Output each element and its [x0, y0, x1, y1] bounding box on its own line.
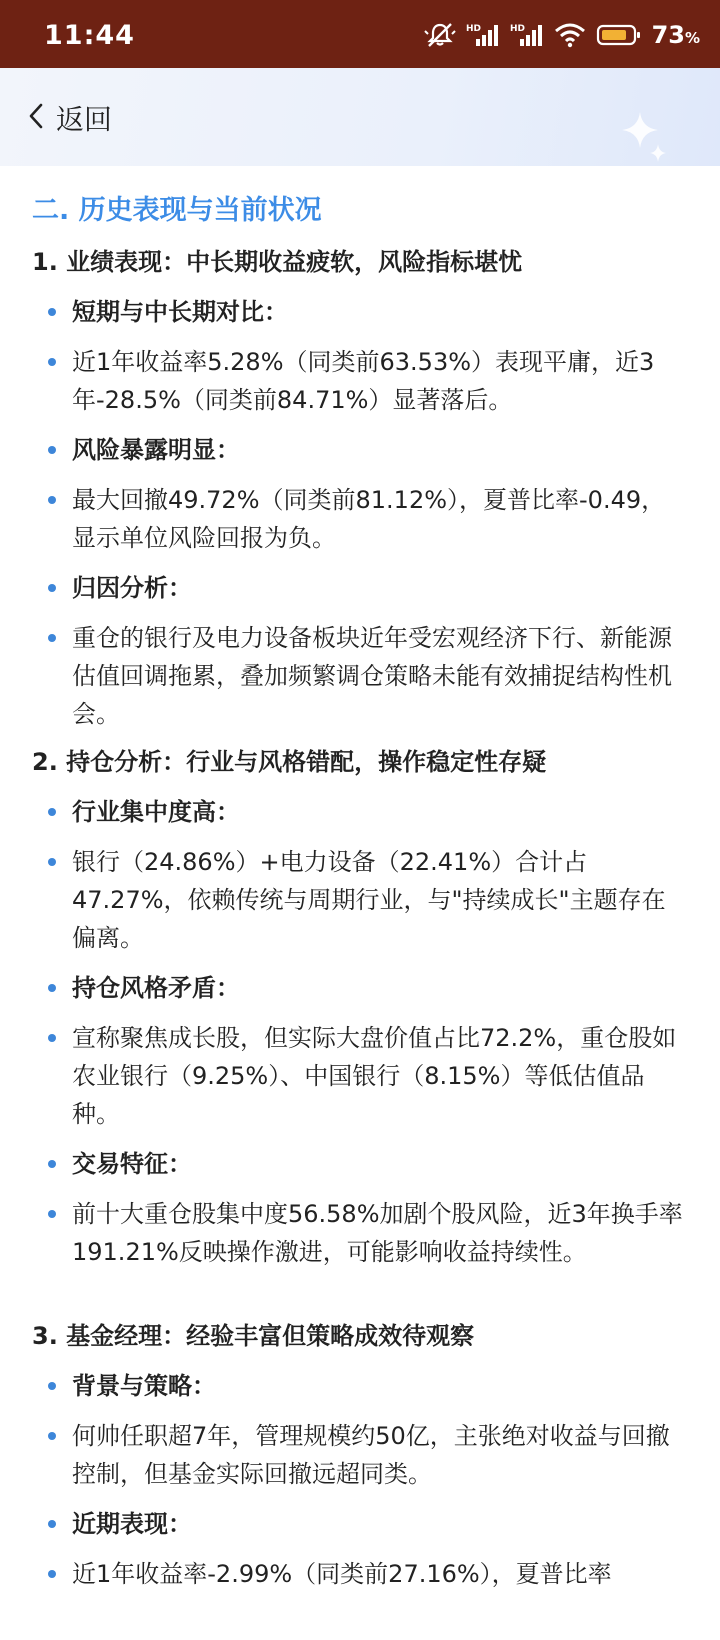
bullet-dot [48, 1382, 56, 1390]
list-item-heading: 背景与策略： [72, 1372, 216, 1400]
bullet-dot [48, 1034, 56, 1042]
status-icons [424, 20, 700, 50]
list-item-heading: 近期表现： [72, 1510, 192, 1538]
bullet-dot [48, 446, 56, 454]
list-item-heading: 归因分析： [72, 574, 192, 602]
bullet-dot [48, 1160, 56, 1168]
list-item-heading: 短期与中长期对比： [72, 298, 288, 326]
bullet-dot [48, 1520, 56, 1528]
subsection-heading: 1. 业绩表现：中长期收益疲软，风险指标堪忧 [32, 248, 523, 276]
nav-bar [0, 68, 720, 166]
subsection-heading: 2. 持仓分析：行业与风格错配，操作稳定性存疑 [32, 748, 547, 776]
list-item: 银行（24.86%）+电力设备（22.41%）合计占47.27%，依赖传统与周期行业，与"持续成长"主题存在偏离。 [72, 848, 666, 952]
bullet-dot [48, 1432, 56, 1440]
battery-value: 73 [651, 21, 685, 49]
list-item: 近1年收益率5.28%（同类前63.53%）表现平庸，近3年-28.5%（同类前84.71%）显著落后。 [72, 348, 655, 414]
svg-text:HD: HD [465, 24, 481, 34]
svg-text:HD: HD [509, 24, 525, 34]
battery-unit: % [684, 29, 700, 47]
status-bar [0, 0, 720, 68]
bullet-dot [48, 308, 56, 316]
bullet-dot [48, 584, 56, 592]
bullet-dot [48, 858, 56, 866]
back-label: 返回 [56, 103, 113, 136]
subsection-heading: 3. 基金经理：经验丰富但策略成效待观察 [32, 1322, 475, 1350]
hd-signal-icon-2 [510, 22, 544, 48]
list-item-heading: 风险暴露明显： [72, 436, 240, 464]
list-item: 何帅任职超7年，管理规模约50亿，主张绝对收益与回撤控制，但基金实际回撤远超同类。 [72, 1422, 670, 1488]
back-button[interactable] [26, 98, 112, 138]
bullet-dot [48, 358, 56, 366]
list-item-heading: 持仓风格矛盾： [72, 974, 240, 1002]
list-item: 宣称聚焦成长股，但实际大盘价值占比72.2%，重仓股如农业银行（9.25%）、中国银行（8.15%）等低估值品种。 [72, 1024, 677, 1128]
hd-signal-icon [466, 22, 500, 48]
chevron-left-icon [26, 101, 46, 135]
battery-icon [596, 22, 642, 48]
bullet-dot [48, 1570, 56, 1578]
bullet-dot [48, 496, 56, 504]
list-item: 重仓的银行及电力设备板块近年受宏观经济下行、新能源估值回调拖累，叠加频繁调仓策略未能有效捕捉结构性机会。 [72, 624, 672, 728]
list-item-heading: 行业集中度高： [72, 798, 240, 826]
section-title: 二. 历史表现与当前状况 [32, 195, 322, 226]
wifi-icon [554, 22, 586, 48]
list-item-heading: 交易特征： [72, 1150, 192, 1178]
list-item: 近1年收益率-2.99%（同类前27.16%），夏普比率 [72, 1560, 612, 1588]
sparkle-decoration-icon [618, 110, 668, 166]
bullet-dot [48, 1210, 56, 1218]
bullet-dot [48, 634, 56, 642]
mute-vibrate-icon [424, 22, 456, 48]
battery-percent [652, 21, 700, 49]
list-item: 前十大重仓股集中度56.58%加剧个股风险，近3年换手率191.21%反映操作激进，可能影响收益持续性。 [72, 1200, 683, 1266]
bullet-dot [48, 984, 56, 992]
bullet-dot [48, 808, 56, 816]
status-time: 11:44 [44, 20, 135, 51]
list-item: 最大回撤49.72%（同类前81.12%），夏普比率-0.49，显示单位风险回报为负。 [72, 486, 666, 552]
